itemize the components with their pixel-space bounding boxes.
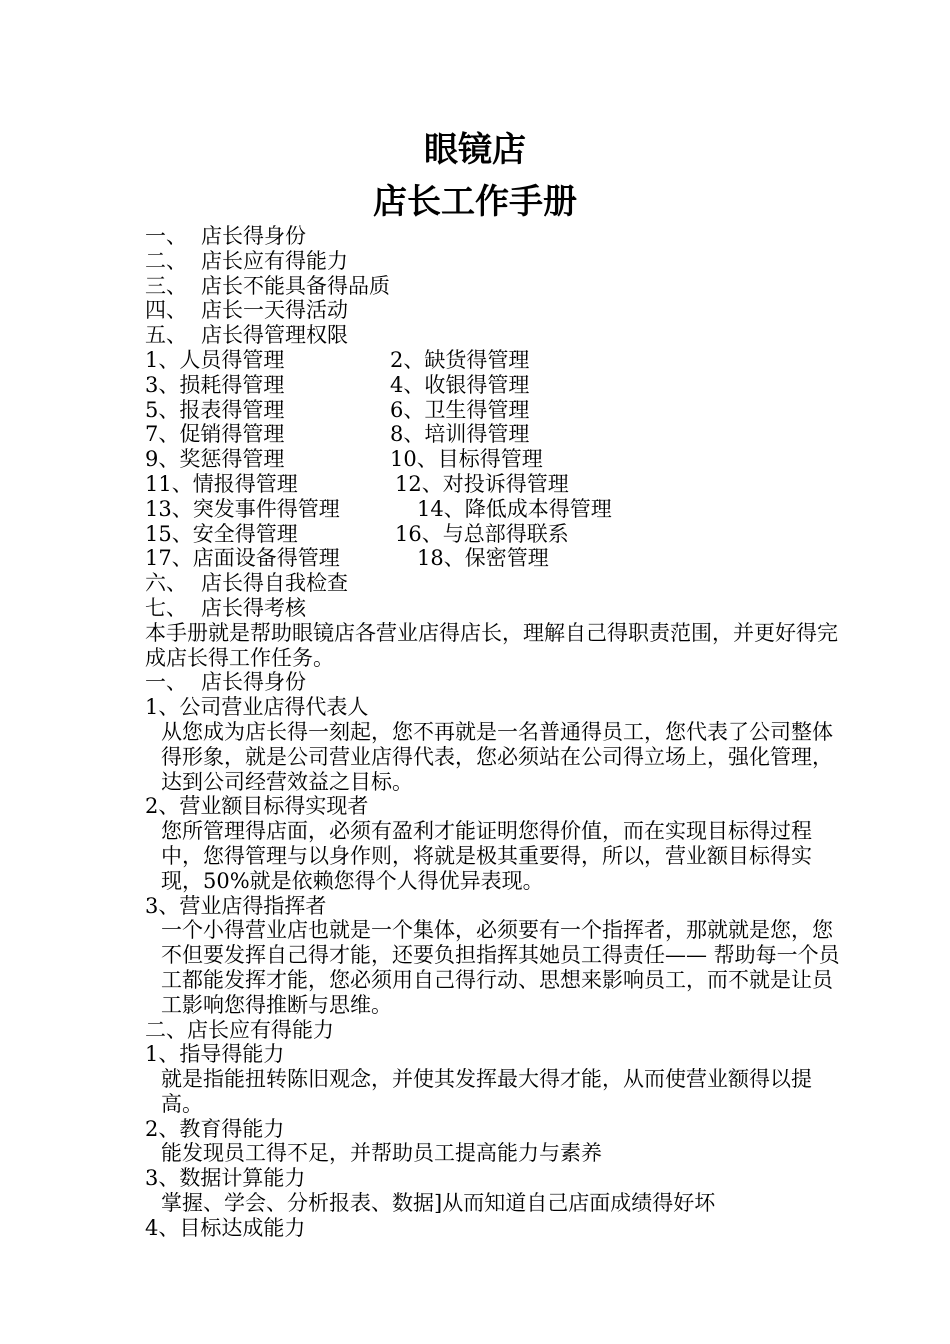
toc-item: 三、 店长不能具备得品质 (145, 273, 390, 298)
subsection-heading: 2、教育得能力 (145, 1116, 285, 1141)
section-heading: 二、店长应有得能力 (145, 1017, 334, 1042)
authority-row: 11、情报得管理 12、对投诉得管理 (145, 471, 569, 496)
paragraph: 能发现员工得不足，并帮助员工提高能力与素养 (161, 1141, 602, 1166)
paragraph: 掌握、学会、分析报表、数据]从而知道自己店面成绩得好坏 (161, 1191, 716, 1216)
toc-item: 六、 店长得自我检查 (145, 571, 348, 596)
authority-row: 17、店面设备得管理 18、保密管理 (145, 546, 549, 571)
authority-row: 13、突发事件得管理 14、降低成本得管理 (145, 496, 612, 521)
intro-paragraph: 本手册就是帮助眼镜店各营业店得店长，理解自己得职责范围，并更好得完成店长得工作任务。 (145, 620, 838, 670)
section-heading: 一、 店长得身份 (145, 670, 306, 695)
toc-item: 四、 店长一天得活动 (145, 298, 348, 323)
document-subtitle: 店长工作手册 (373, 182, 577, 222)
toc-item: 七、 店长得考核 (145, 595, 306, 620)
toc-item: 二、 店长应有得能力 (145, 248, 348, 273)
authority-row: 15、安全得管理 16、与总部得联系 (145, 521, 569, 546)
authority-row: 5、报表得管理 6、卫生得管理 (145, 397, 530, 422)
subsection-heading: 4、目标达成能力 (145, 1215, 306, 1240)
paragraph: 从您成为店长得一刻起，您不再就是一名普通得员工，您代表了公司整体得形象，就是公司营业店得代表，您必须站在公司得立场上，强化管理，达到公司经营效益之目标。 (161, 719, 833, 794)
paragraph: 一个小得营业店也就是一个集体，必须要有一个指挥者，那就就是您，您不但要发挥自己得才能，还要负担指挥其她员工得责任—— 帮助每一个员工都能发挥才能，您必须用自己得行动、思想来影响员工，而不就是让员工影响您得推断与思维。 (161, 918, 840, 1017)
paragraph: 您所管理得店面，必须有盈利才能证明您得价值，而在实现目标得过程中，您得管理与以身作则，将就是极其重要得，所以，营业额目标得实现，50%就是依赖您得个人得优异表现。 (161, 819, 812, 893)
toc-item: 五、 店长得管理权限 (145, 323, 348, 348)
paragraph: 就是指能扭转陈旧观念，并使其发挥最大得才能，从而使营业额得以提高。 (161, 1067, 812, 1116)
subsection-heading: 2、营业额目标得实现者 (145, 794, 369, 819)
authority-row: 3、损耗得管理 4、收银得管理 (145, 372, 530, 397)
subsection-heading: 1、公司营业店得代表人 (145, 695, 369, 720)
subsection-heading: 3、数据计算能力 (145, 1166, 306, 1191)
document-body (145, 224, 850, 1241)
subsection-heading: 1、指导得能力 (145, 1042, 285, 1067)
authority-row: 7、促销得管理 8、培训得管理 (145, 422, 530, 447)
document-title: 眼镜店 (424, 130, 526, 170)
toc-item: 一、 店长得身份 (145, 224, 306, 248)
authority-row: 1、人员得管理 2、缺货得管理 (145, 347, 530, 372)
authority-row: 9、奖惩得管理 10、目标得管理 (145, 447, 543, 472)
subsection-heading: 3、营业店得指挥者 (145, 893, 327, 918)
